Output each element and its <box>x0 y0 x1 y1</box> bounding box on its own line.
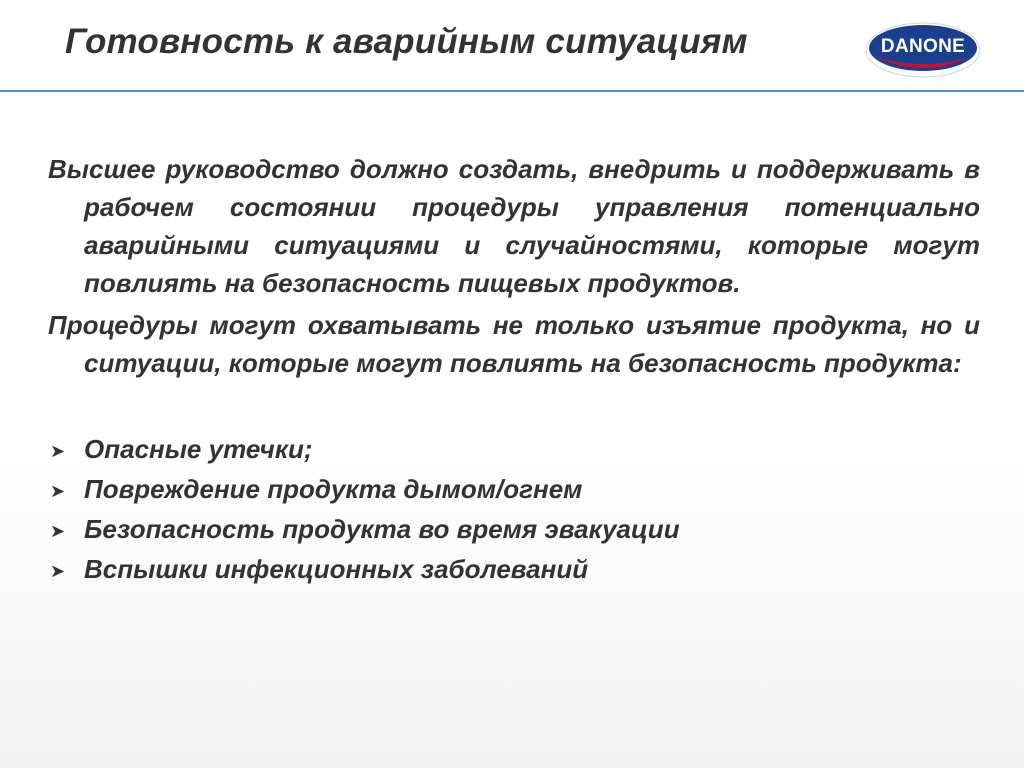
list-item-text: Вспышки инфекционных заболеваний <box>84 554 589 584</box>
slide-title: Готовность к аварийным ситуациям <box>65 22 748 61</box>
list-item <box>48 510 980 548</box>
paragraph: Высшее руководство должно создать, внедрить и поддерживать в рабочем состоянии процедуры управления потенциально аварийными ситуациями и случайностями, которые могут повлиять на безопасность пищевых продуктов. <box>48 154 980 298</box>
paragraph: Процедуры могут охватывать не только изъятие продукта, но и ситуации, которые могут повлиять на безопасность продукта: <box>48 310 980 378</box>
bullet-list <box>48 430 980 588</box>
spacer <box>48 386 980 430</box>
arrow-bullet-icon: ➤ <box>50 521 66 541</box>
danone-logo <box>864 22 982 78</box>
arrow-bullet-icon: ➤ <box>50 561 66 581</box>
list-item <box>48 550 980 588</box>
slide-content <box>48 150 980 590</box>
list-item-text: Опасные утечки; <box>84 434 313 464</box>
arrow-bullet-icon: ➤ <box>50 481 66 501</box>
arrow-bullet-icon: ➤ <box>50 441 66 461</box>
title-divider <box>0 90 1024 92</box>
list-item <box>48 430 980 468</box>
logo-text: DANONE <box>880 36 966 57</box>
list-item-text: Повреждение продукта дымом/огнем <box>84 474 583 504</box>
list-item <box>48 470 980 508</box>
list-item-text: Безопасность продукта во время эвакуации <box>84 514 680 544</box>
